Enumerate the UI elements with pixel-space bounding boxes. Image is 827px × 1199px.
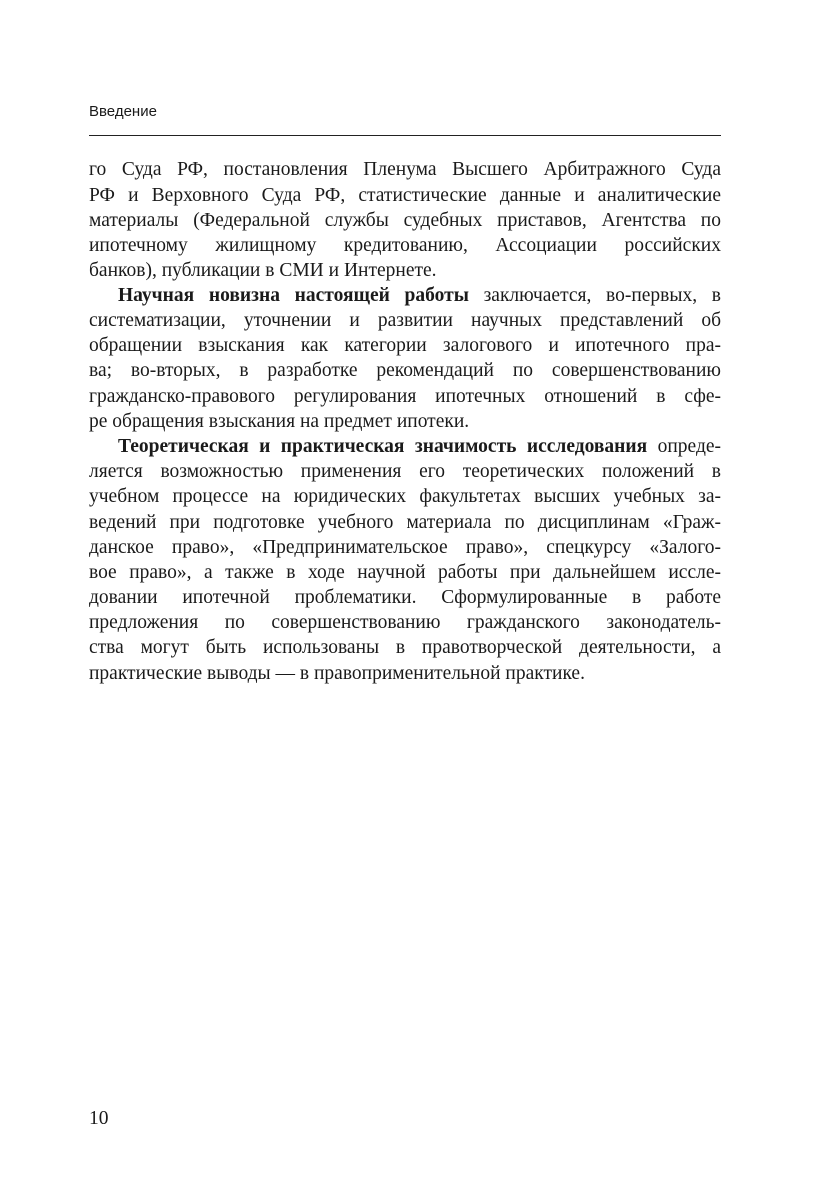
- header-divider: [89, 135, 721, 136]
- body-text-line: данское право», «Предпринимательское право», спецкурсу «Залого-: [89, 537, 721, 558]
- novelty-heading: Научная новизна настоящей работы: [118, 285, 469, 306]
- paragraph-significance-first-line: [118, 434, 721, 460]
- body-text-line: ства могут быть использованы в правотворческой деятельности, а: [89, 637, 721, 658]
- body-text-line: банков), публикации в СМИ и Интернете.: [89, 260, 437, 281]
- body-text-line: ведений при подготовке учебного материала по дисциплинам «Граж-: [89, 512, 721, 533]
- body-text-line: предложения по совершенствованию гражданского законодатель-: [89, 612, 721, 633]
- body-text-line: практические выводы — в правоприменительной практике.: [89, 663, 585, 684]
- body-text-line: довании ипотечной проблематики. Сформулированные в работе: [89, 587, 721, 608]
- body-text-line: систематизации, уточнении и развитии научных представлений об: [89, 310, 721, 331]
- body-text-line: ляется возможностью применения его теоретических положений в: [89, 461, 721, 482]
- body-text-line: ва; во-вторых, в разработке рекомендаций по совершенствованию: [89, 360, 721, 381]
- running-head: Введение: [89, 103, 157, 120]
- body-text-line: го Суда РФ, постановления Пленума Высшего Арбитражного Суда: [89, 159, 721, 180]
- significance-heading: Теоретическая и практическая значимость исследования: [118, 436, 648, 457]
- body-text-line: РФ и Верховного Суда РФ, статистические данные и аналитические: [89, 185, 721, 206]
- body-text-line: обращении взыскания как категории залогового и ипотечного пра-: [89, 335, 721, 356]
- body-text-line: учебном процессе на юридических факультетах высших учебных за-: [89, 486, 721, 507]
- page-number: 10: [89, 1108, 109, 1129]
- body-text-line: ипотечному жилищному кредитованию, Ассоциации российских: [89, 235, 721, 256]
- paragraph-novelty-first-line: [118, 283, 721, 309]
- body-text-line: гражданско-правового регулирования ипотечных отношений в сфе-: [89, 386, 721, 407]
- novelty-text: заключается, во-первых, в: [468, 285, 721, 306]
- body-text-line: вое право», а также в ходе научной работы при дальнейшем иссле-: [89, 562, 721, 583]
- body-text-line: материалы (Федеральной службы судебных приставов, Агентства по: [89, 210, 721, 231]
- body-text-line: ре обращения взыскания на предмет ипотеки.: [89, 411, 470, 432]
- significance-text: опреде-: [647, 436, 722, 457]
